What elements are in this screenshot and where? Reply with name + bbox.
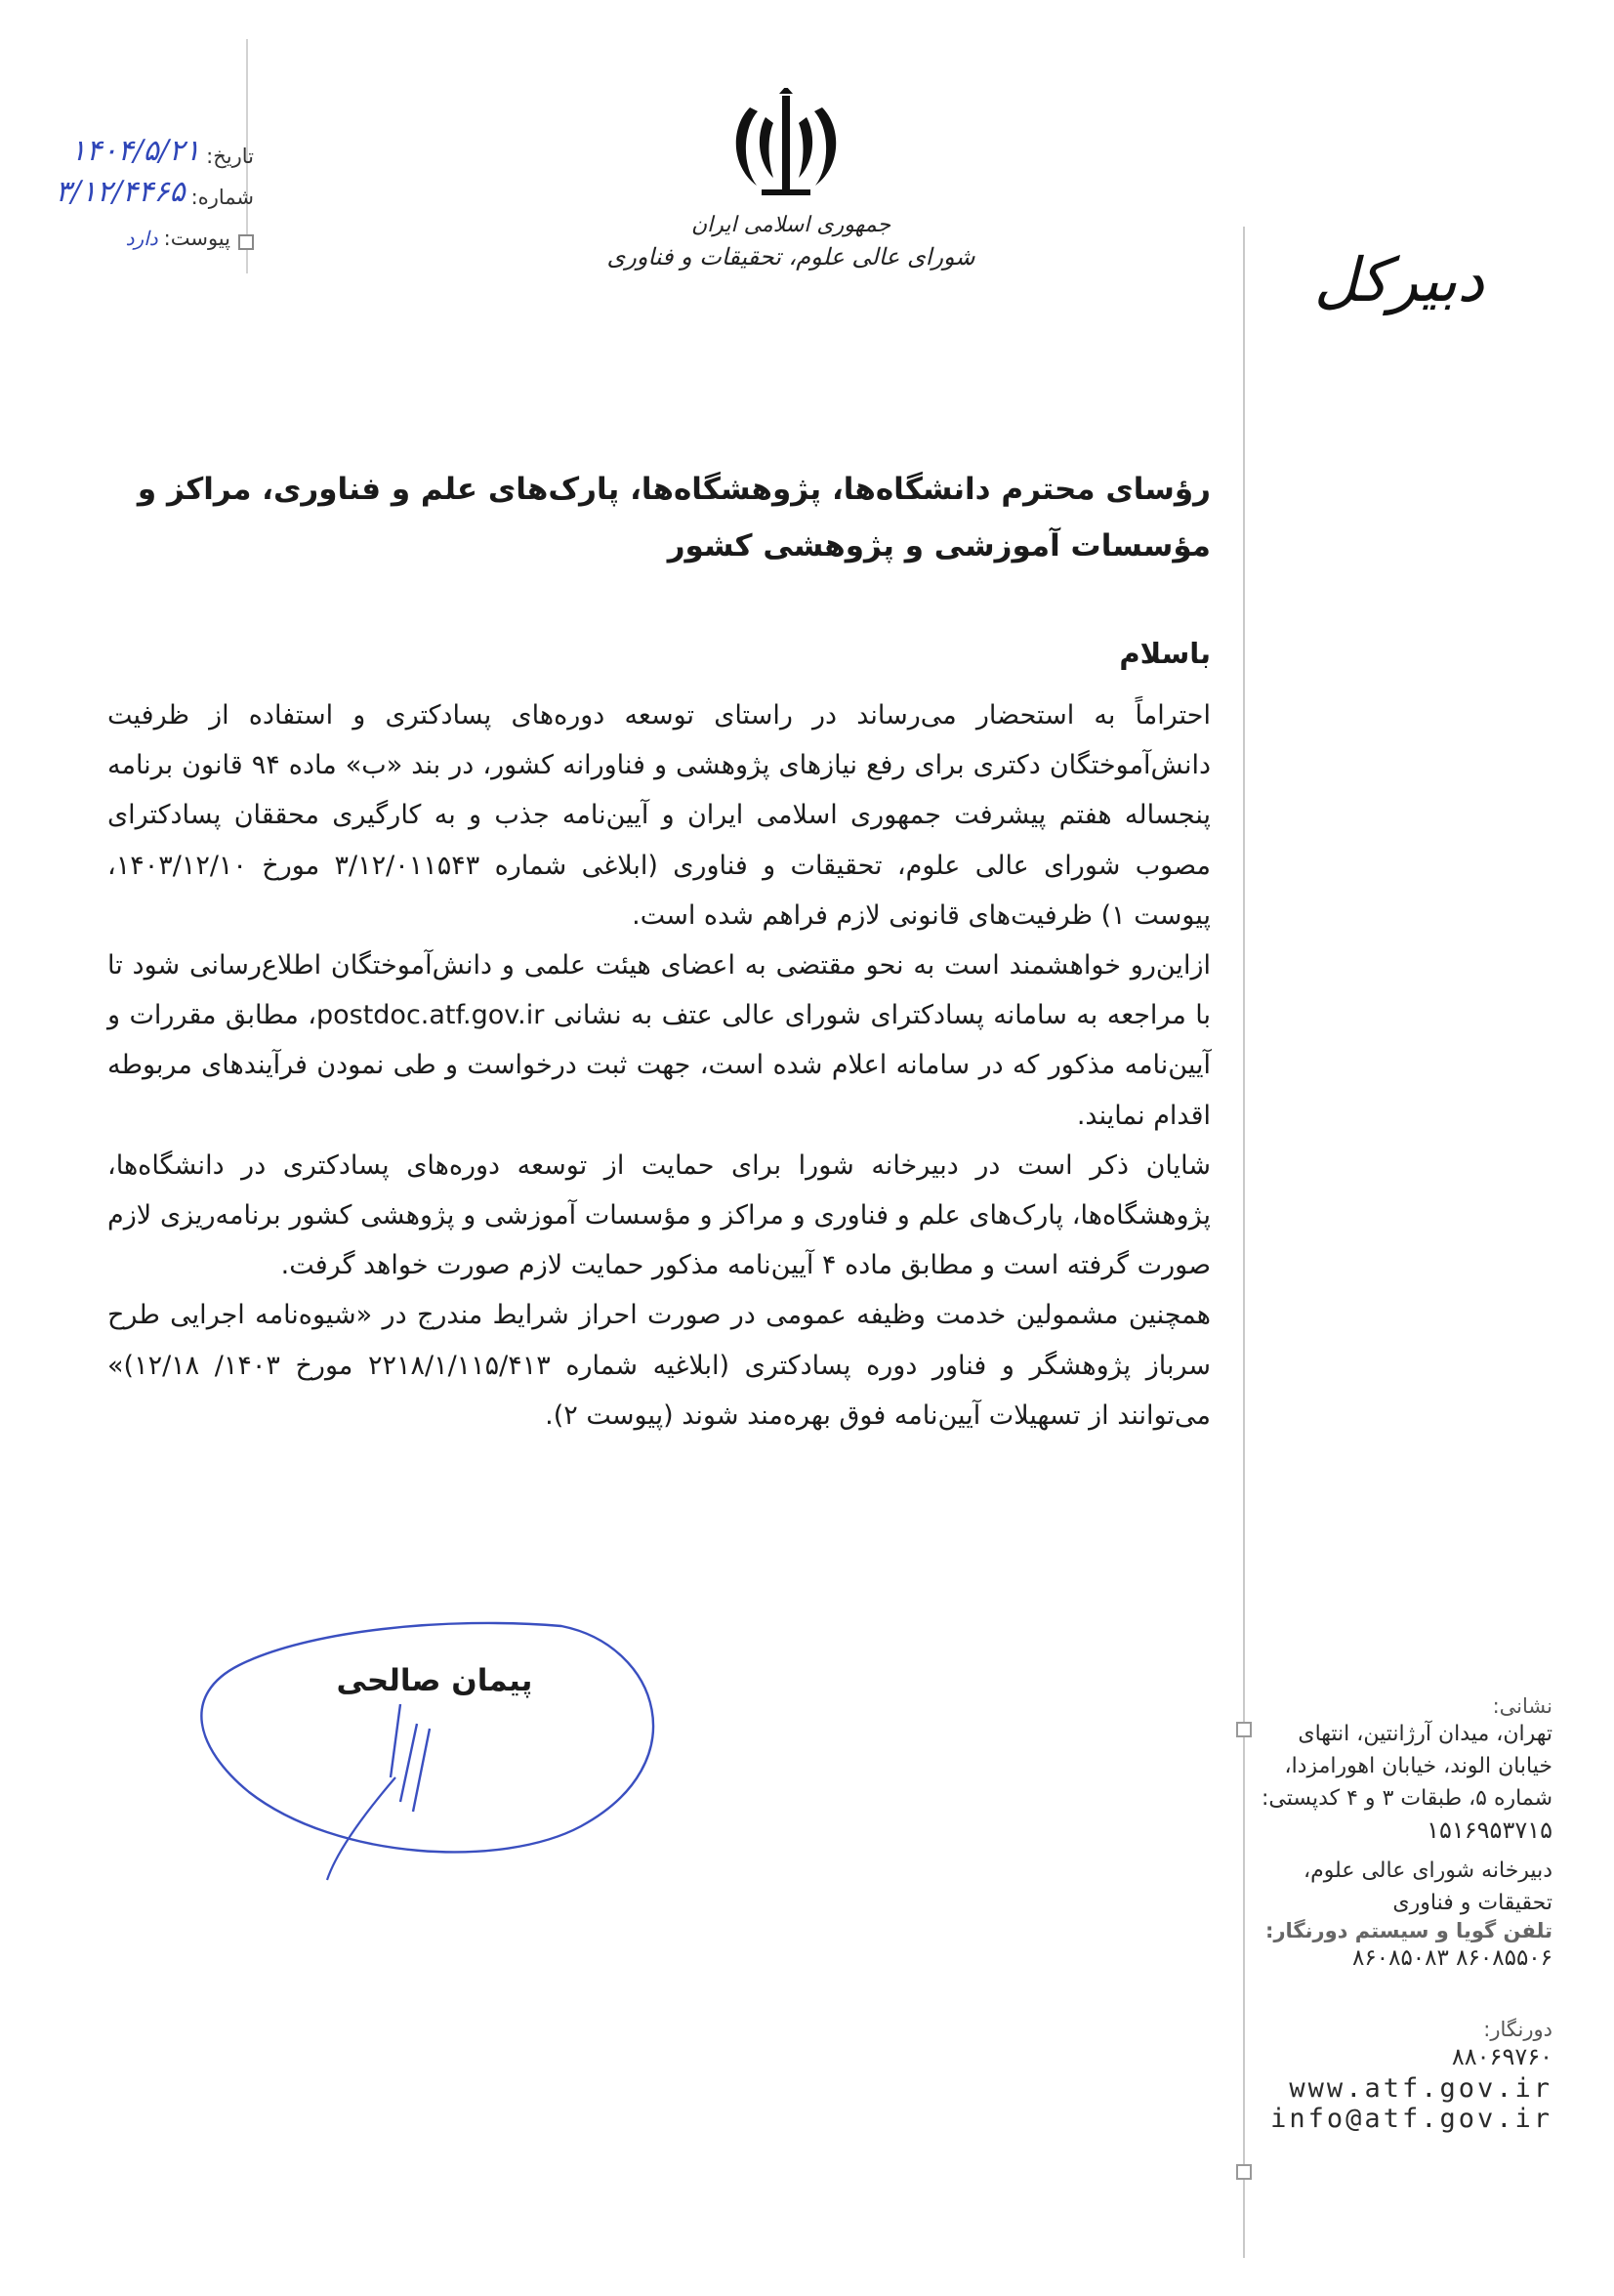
number-row <box>39 168 254 209</box>
margin-marker-icon <box>1236 1722 1252 1737</box>
address-line: خیابان الوند، خیابان اهورامزدا، <box>1284 1754 1552 1778</box>
number-label: شماره: <box>190 186 254 209</box>
country-name: جمهوری اسلامی ایران <box>690 213 891 237</box>
date-label: تاریخ: <box>206 145 254 168</box>
fax-label: دورنگار: <box>1483 2018 1552 2041</box>
organization-header <box>586 213 996 271</box>
phone-numbers: ۸۶۰۸۵۵۰۶ ۸۶۰۸۵۰۸۳ <box>1352 1945 1552 1971</box>
date-value: ۱۴۰۴/۵/۲۱ <box>70 134 201 168</box>
greeting: باسلام <box>1119 637 1211 670</box>
letter-meta <box>39 127 254 250</box>
fax-number: ۸۸۰۶۹۷۶۰ <box>1451 2043 1552 2070</box>
body-paragraph: همچنین مشمولین خدمت وظیفه عمومی در صورت احراز شرایط مندرج در «شیوه‌نامه اجرایی طرح سرباز پژوهشگر و فناور دوره پسادکتری (ابلاغیه شماره ۲۲۱۸/۱/۱۱۵/۴۱۳ مورخ ۱۴۰۳/ ۱۲/۱۸)» می‌توانند از تسهیلات آیین‌نامه فوق بهره‌مند شوند (پیوست ۲). <box>107 1300 1212 1431</box>
address-label: نشانی: <box>1492 1694 1552 1718</box>
attachment-label: پیوست: <box>163 227 230 250</box>
office-title: دبیرکل <box>1313 244 1484 315</box>
handwritten-signature <box>190 1616 679 1890</box>
signer-name: پیمان صالحی <box>336 1663 533 1698</box>
attachment-value: دارد <box>125 227 158 250</box>
attachment-row <box>39 209 254 250</box>
checkbox-icon <box>238 234 254 250</box>
date-row <box>39 127 254 168</box>
number-value: ۳/۱۲/۴۴۶۵ <box>55 175 186 209</box>
address-line: شماره ۵، طبقات ۳ و ۴ کدپستی: <box>1261 1786 1552 1811</box>
margin-marker-icon <box>1236 2164 1252 2180</box>
right-margin-rule <box>1243 227 1245 2258</box>
body-paragraph: شایان ذکر است در دبیرخانه شورا برای حمایت از توسعه دوره‌های پسادکتری در دانشگاه‌ها، پژوهشگاه‌ها، پارک‌های علم و فناوری و مراکز و مؤسسات آموزشی و پژوهشی کشور برنامه‌ریزی لازم صورت گرفته است و مطابق ماده ۴ آیین‌نامه مذکور حمایت لازم صورت خواهد گرفت. <box>107 1149 1211 1281</box>
postal-code: ۱۵۱۶۹۵۳۷۱۵ <box>1427 1816 1552 1844</box>
body-paragraph: احتراماً به استحضار می‌رساند در راستای توسعه دوره‌های پسادکتری و استفاده از ظرفیت دانش‌آموختگان دکتری برای رفع نیازهای پژوهشی و فناورانه کشور، در بند «ب» ماده ۹۴ قانون برنامه پنجساله هفتم پیشرفت جمهوری اسلامی ایران و آیین‌نامه جذب و به کارگیری محققان پسادکترای مصوب شورای عالی علوم، تحقیقات و فناوری (ابلاغی شماره ۳/۱۲/۰۱۱۵۴۳ مورخ ۱۴۰۳/۱۲/۱۰، پیوست ۱) ظرفیت‌های قانونی لازم فراهم شده است. <box>107 700 1212 931</box>
org-line: دبیرخانه شورای عالی علوم، <box>1303 1858 1552 1883</box>
address-line: تهران، میدان آرژانتین، انتهای <box>1298 1722 1552 1746</box>
iran-emblem-icon <box>723 88 849 205</box>
addressee: رؤسای محترم دانشگاه‌ها، پژوهشگاه‌ها، پارک‌های علم و فناوری، مراکز و مؤسسات آموزشی و پژوهشی کشور <box>137 472 1211 564</box>
letter-body <box>107 690 1211 1440</box>
body-paragraph: ازاین‌رو خواهشمند است به نحو مقتضی به اعضای هیئت علمی و دانش‌آموختگان اطلاع‌رسانی شود تا با مراجعه به سامانه پسادکترای شورای عالی عتف به نشانی postdoc.atf.gov.ir، مطابق مقررات و آیین‌نامه مذکور که در سامانه اعلام شده است، جهت ثبت درخواست و طی نمودن فرآیندهای مربوطه اقدام نمایند. <box>107 950 1211 1131</box>
phone-title: تلفن گویا و سیستم دورنگار: <box>1265 1919 1552 1942</box>
email-link[interactable]: info@atf.gov.ir <box>1270 2104 1552 2134</box>
council-name: شورای عالی علوم، تحقیقات و فناوری <box>606 243 975 271</box>
org-line: تحقیقات و فناوری <box>1392 1891 1552 1915</box>
contact-sidebar <box>1255 1694 1552 2134</box>
website-link[interactable]: www.atf.gov.ir <box>1289 2073 1552 2104</box>
